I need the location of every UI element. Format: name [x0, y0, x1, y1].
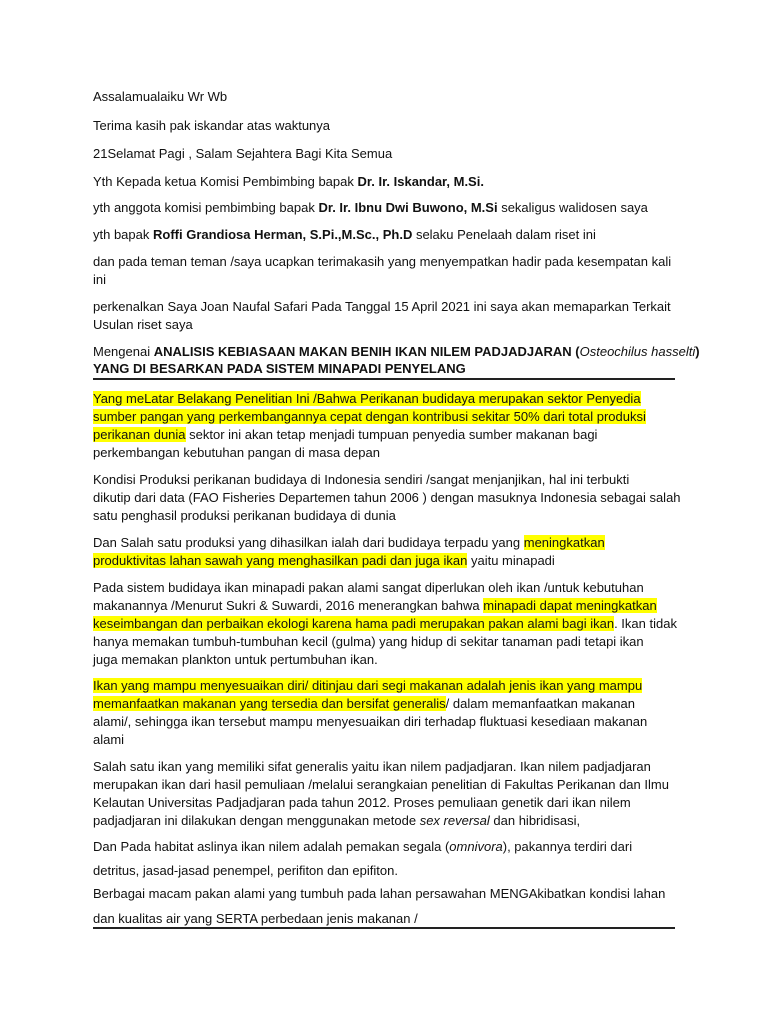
pakan-line-2: makanannya /Menurut Sukri & Suwardi, 2016 menerangkan bahwa minapadi dapat meningkatkan — [93, 598, 657, 613]
habitat-line-1: Dan Pada habitat aslinya ikan nilem adalah pemakan segala (omnivora), pakannya terdiri dari — [93, 839, 633, 854]
thanks-line: Terima kasih pak iskandar atas waktunya — [93, 118, 331, 133]
pakan-line-1: Pada sistem budidaya ikan minapadi pakan alami sangat diperlukan oleh ikan /untuk kebutuhan — [93, 580, 644, 595]
minapadi-line-2: produktivitas lahan sawah yang menghasilkan padi dan juga ikan yaitu minapadi — [93, 553, 555, 568]
title-line-2: YANG DI BESARKAN PADA SISTEM MINAPADI PENYELANG — [93, 361, 466, 376]
kondisi-line-1: Kondisi Produksi perikanan budidaya di Indonesia sendiri /sangat menjanjikan, hal ini terbukti — [93, 472, 630, 487]
anggota-line: yth anggota komisi pembimbing bapak Dr. Ir. Ibnu Dwi Buwono, M.Si sekaligus walidosen saya — [93, 200, 648, 215]
greeting-line: Assalamualaiku Wr Wb — [93, 89, 228, 104]
background-line-4: perkembangan kebutuhan pangan di masa depan — [93, 445, 380, 460]
kondisi-line-3: satu penghasil produksi perikanan budidaya di dunia — [93, 508, 396, 523]
background-line-1: Yang meLatar Belakang Penelitian Ini /Bahwa Perikanan budidaya merupakan sektor Penyedia — [93, 391, 641, 406]
generalis-line-1: Ikan yang mampu menyesuaikan diri/ ditinjau dari segi makanan adalah jenis ikan yang mampu — [93, 678, 643, 693]
intro-line-1: perkenalkan Saya Joan Naufal Safari Pada Tanggal 15 April 2021 ini saya akan memaparkan Terkait — [93, 299, 671, 314]
ketua-line: Yth Kepada ketua Komisi Pembimbing bapak Dr. Ir. Iskandar, M.Si. — [93, 174, 484, 189]
generalis-line-4: alami — [93, 732, 125, 747]
generalis-line-2: memanfaatkan makanan yang tersedia dan bersifat generalis/ dalam memanfaatkan makanan — [93, 696, 635, 711]
kondisi-line-2: dikutip dari data (FAO Fisheries Departemen tahun 2006 ) dengan masuknya Indonesia sebagai salah — [93, 490, 681, 505]
teman-line-2: ini — [93, 272, 107, 287]
title-underline — [93, 378, 675, 380]
bottom-rule — [93, 927, 675, 929]
generalis-line-3: alami/, sehingga ikan tersebut mampu menyesuaikan diri terhadap fluktuasi kesediaan makanan — [93, 714, 648, 729]
title-line-1: Mengenai ANALISIS KEBIASAAN MAKAN BENIH IKAN NILEM PADJADJARAN (Osteochilus hasselti) — [93, 344, 700, 359]
berbagai-line-1: Berbagai macam pakan alami yang tumbuh pada lahan persawahan MENGAkibatkan kondisi lahan — [93, 886, 666, 901]
background-line-2: sumber pangan yang perkembangannya cepat dengan kontribusi sekitar 50% dari total produksi — [93, 409, 646, 424]
minapadi-line-1: Dan Salah satu produksi yang dihasilkan ialah dari budidaya terpadu yang meningkatkan — [93, 535, 605, 550]
habitat-line-2: detritus, jasad-jasad penempel, perifiton dan epifiton. — [93, 863, 398, 878]
nilem-line-1: Salah satu ikan yang memiliki sifat generalis yaitu ikan nilem padjadjaran. Ikan nilem padjadjaran — [93, 759, 651, 774]
penelaah-line: yth bapak Roffi Grandiosa Herman, S.Pi.,M.Sc., Ph.D selaku Penelaah dalam riset ini — [93, 227, 596, 242]
teman-line-1: dan pada teman teman /saya ucapkan terimakasih yang menyempatkan hadir pada kesempatan kali — [93, 254, 672, 269]
nilem-line-3: Kelautan Universitas Padjadjaran pada tahun 2012. Proses pemuliaan genetik dari ikan nilem — [93, 795, 631, 810]
pakan-line-3: keseimbangan dan perbaikan ekologi karena hama padi merupakan pakan alami bagi ikan. Ikan tidak — [93, 616, 677, 631]
salam-line: 21Selamat Pagi , Salam Sejahtera Bagi Kita Semua — [93, 146, 393, 161]
intro-line-2: Usulan riset saya — [93, 317, 193, 332]
pakan-line-4: hanya memakan tumbuh-tumbuhan kecil (gulma) yang hidup di sekitar tanaman padi tetapi ikan — [93, 634, 644, 649]
nilem-line-2: merupakan ikan dari hasil pemuliaan /melalui serangkaian penelitian di Fakultas Perikanan dan Ilmu — [93, 777, 669, 792]
pakan-line-5: juga memakan plankton untuk pertumbuhan ikan. — [93, 652, 378, 667]
background-line-3: perikanan dunia sektor ini akan tetap menjadi tumpuan penyedia sumber makanan bagi — [93, 427, 598, 442]
nilem-line-4: padjadjaran ini dilakukan dengan menggunakan metode sex reversal dan hibridisasi, — [93, 813, 581, 828]
berbagai-line-2: dan kualitas air yang SERTA perbedaan jenis makanan / — [93, 911, 418, 926]
